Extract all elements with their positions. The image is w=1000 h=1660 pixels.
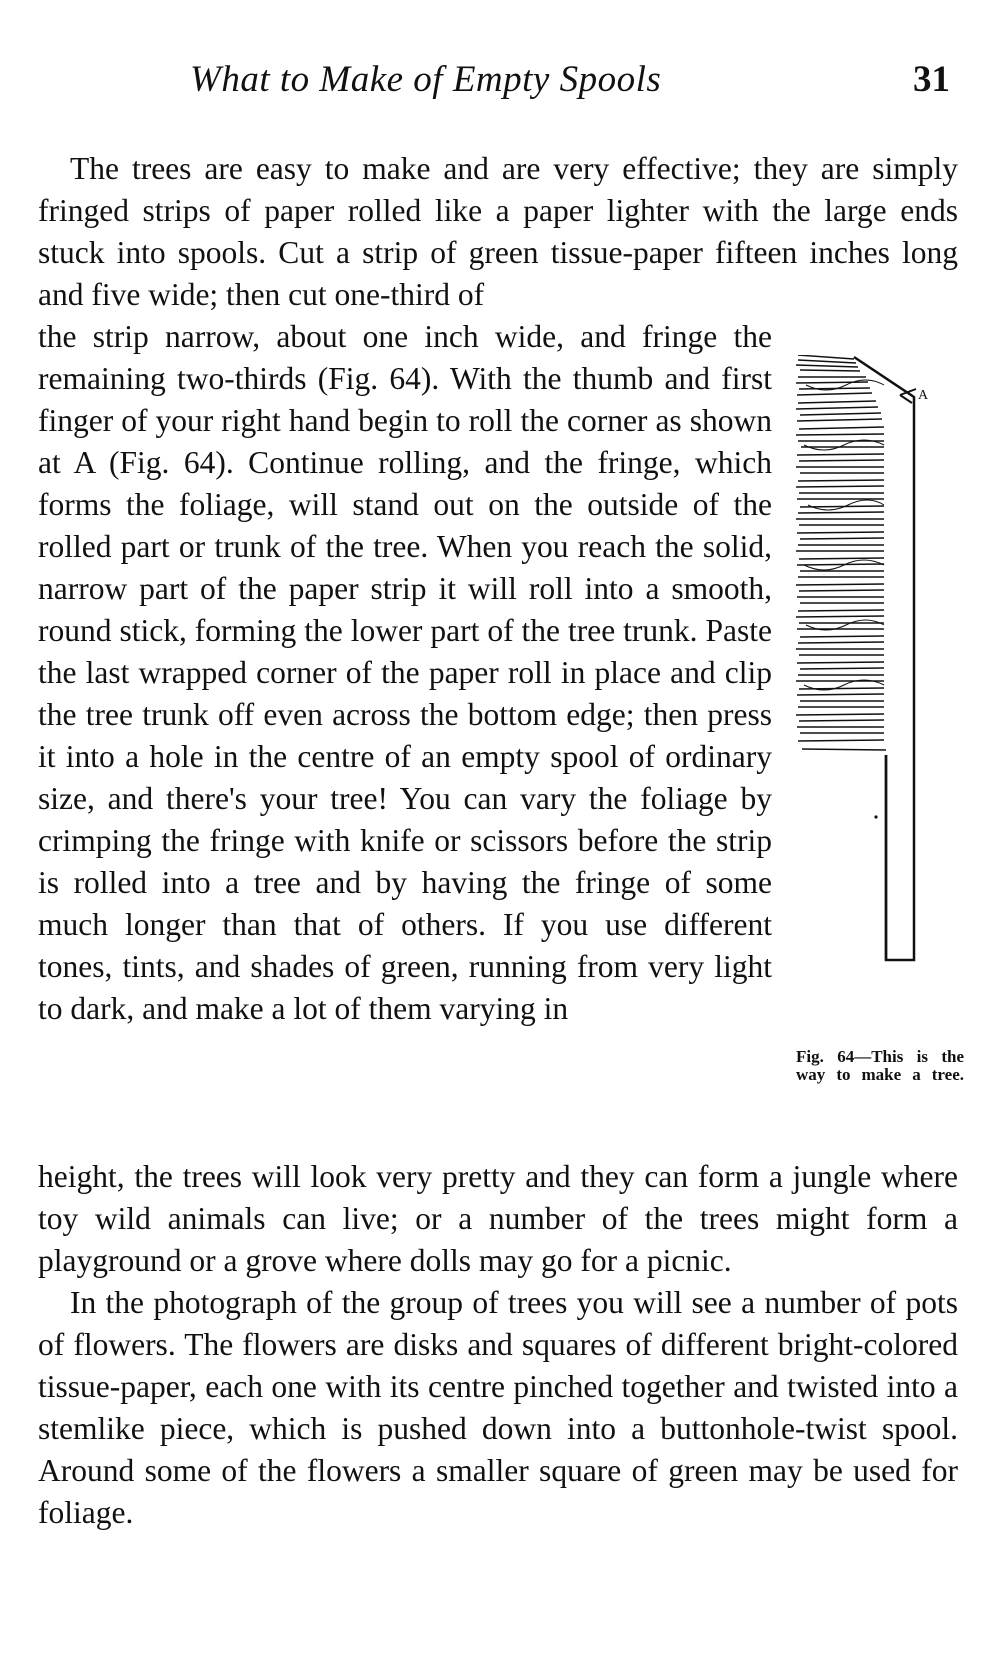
fringed-paper-strip-drawing [796,355,956,1020]
fringe-texture [804,380,884,690]
page-number: 31 [913,59,950,100]
paragraph-2: In the photograph of the group of trees you will see a number of pots of flowers. The flowers are disks and squares of different bright-colored tissue-paper, each one with its centre pinched together and twisted into a stemlike piece, which is pushed down into a buttonhole-twist spool. Around some of the flowers a smaller square of green may be used for foliage. [38,1285,958,1530]
paragraph-1-beside-figure: the strip narrow, about one inch wide, and fringe the remaining two-thirds (Fig. 64). With the thumb and first finger of your right hand begin to roll the corner as shown at A (Fig. 64). Continue rolling, and the fringe, which forms the foliage, will stand out on the outside of the rolled part or trunk of the tree. When you reach the solid, narrow part of the paper strip it will roll into a smooth, round stick, forming the lower part of the tree trunk. Paste the last wrapped corner of the paper roll in place and clip the tree trunk off even across the bottom edge; then press it into a hole in the centre of an empty spool of ordinary size, and there's your tree! You can vary the foliage by crimping the fringe with knife or scissors before the strip is rolled into a tree and by having the fringe of some much longer than that of others. If you use different tones, tints, and shades of green, running from very light to dark, and make a lot of them varying in [38,319,772,1026]
print-speck [874,815,877,818]
figure-64-tree-strip [796,355,956,1020]
running-head [190,58,950,108]
paragraph-1-top: The trees are easy to make and are very effective; they are simply fringed strips of paper rolled like a paper lighter with the large ends stuck into spools. Cut a strip of green tissue-paper fifteen inches long and five wide; then cut one-third of [38,151,958,312]
figure-caption: Fig. 64—This is the way to make a tree. [796,1047,964,1084]
paragraph-1-bottom: height, the trees will look very pretty and they can form a jungle where toy wild animals can live; or a number of the trees might form a playground or a grove where dolls may go for a picnic. [38,1159,958,1278]
corner-a-label: A [918,388,929,403]
running-title: What to Make of Empty Spools [190,59,662,100]
fringe-strands [796,355,886,750]
